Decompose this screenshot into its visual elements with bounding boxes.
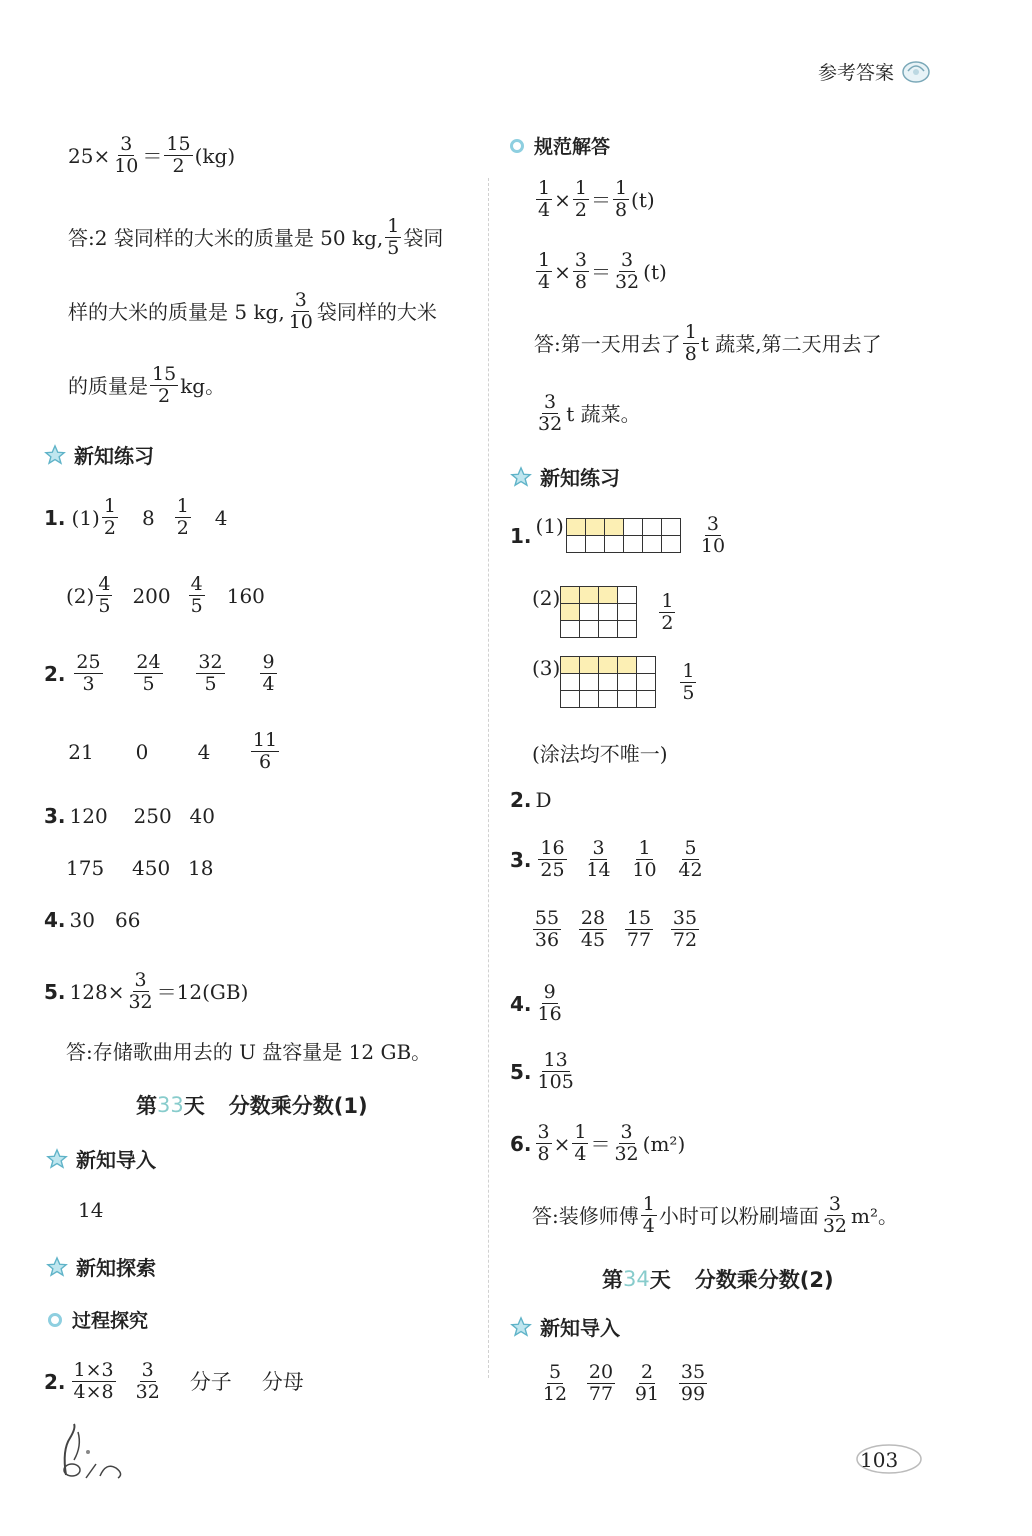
fraction: $\frac{1}{4}$: [538, 249, 551, 293]
fraction: $\frac{15}{2}$: [166, 133, 191, 177]
day-prefix: 第: [136, 1094, 157, 1118]
left-ans1-line3: [68, 364, 225, 407]
value: 40: [189, 804, 215, 828]
page-number-box: [860, 1448, 898, 1472]
right-q6: [510, 1122, 685, 1165]
right-ans-line1: [534, 322, 882, 365]
fraction: $\frac{35}{99}$: [680, 1361, 706, 1405]
value: 21: [68, 739, 94, 764]
eq-text: ×: [554, 259, 571, 284]
fraction: $\frac{2}{91}$: [634, 1361, 660, 1405]
fraction: $\frac{1}{4}$: [538, 177, 551, 221]
eq-text: 25×: [68, 143, 111, 168]
fraction: $\frac{1}{4}$: [574, 1121, 587, 1165]
right-q1-note: (涂法均不唯一): [532, 742, 668, 766]
right-q1-1: [510, 514, 729, 557]
eq-text: ＝12(GB): [156, 979, 249, 1004]
left-q1-row1: [44, 496, 228, 539]
star-icon: [510, 466, 532, 488]
day-prefix: 第: [602, 1268, 623, 1292]
answer-text: kg。: [180, 373, 226, 398]
value: 250: [133, 804, 172, 828]
eq-text: ×: [553, 1131, 571, 1156]
sub-label: (3): [532, 656, 561, 680]
fraction: $\frac{25}{3}$: [76, 651, 101, 695]
question-number: 2.: [44, 1369, 66, 1394]
value: 175: [66, 856, 105, 880]
value: 160: [226, 583, 265, 608]
section-gfjd: [510, 132, 610, 159]
value: 30: [69, 908, 95, 932]
page-number: 103: [860, 1448, 899, 1472]
value: 4: [214, 505, 228, 530]
fraction: $\frac{3}{8}$: [537, 1121, 550, 1165]
circle-icon: [510, 139, 524, 153]
answer-text: 答:2 袋同样的大米的质量是 50 kg,: [68, 225, 384, 250]
answer-text: 小时可以粉刷墙面: [658, 1203, 819, 1228]
column-divider: [488, 178, 489, 1378]
section-title: 规范解答: [534, 136, 611, 158]
right-e1: [534, 178, 655, 221]
fraction: $\frac{1}{2}$: [574, 177, 587, 221]
value: 66: [114, 908, 141, 932]
left-q3-row1: [44, 804, 215, 828]
fraction: $\frac{1}{2}$: [661, 589, 674, 634]
fraction: $\frac{1}{4}$: [642, 1193, 655, 1237]
right-q4: [510, 982, 566, 1025]
star-icon: [510, 1316, 532, 1338]
logo-icon: [900, 59, 932, 85]
fraction: $\frac{3}{32}$: [614, 249, 640, 293]
fraction: $\frac{1\times 3}{4\times 8}$: [73, 1359, 114, 1403]
day33-title: [136, 1090, 368, 1120]
eq-text: (t): [643, 259, 667, 284]
fraction: $\frac{4}{5}$: [98, 573, 111, 617]
eq-text: ×: [554, 187, 571, 212]
day-topic: 分数乘分数(2): [694, 1268, 834, 1292]
value: 450: [132, 856, 171, 880]
day-number: 34: [623, 1267, 650, 1291]
eq-text: ＝: [590, 1131, 611, 1156]
left-q2-row1: [44, 652, 286, 695]
question-number: 2.: [510, 788, 532, 812]
answer-text: 答:第一天用去了: [534, 331, 681, 356]
question-number: 1.: [510, 523, 532, 548]
right-q3-row1: [510, 838, 708, 881]
value: 200: [132, 583, 171, 608]
right-ans-line2: [534, 392, 641, 435]
right-xzdr-values: [538, 1362, 710, 1405]
fraction: $\frac{3}{10}$: [700, 513, 726, 557]
answer-text: 样的大米的质量是 5 kg,: [68, 299, 285, 324]
fraction: $\frac{3}{32}$: [135, 1359, 160, 1403]
fraction: $\frac{13}{105}$: [537, 1049, 574, 1093]
eq-text: (m²): [642, 1131, 686, 1156]
header: [818, 58, 932, 85]
left-q5: [44, 970, 248, 1013]
fraction: $\frac{11}{6}$: [252, 729, 278, 773]
header-title: 参考答案: [818, 62, 895, 84]
section-title: 过程探究: [72, 1310, 149, 1332]
section-xzts: [46, 1252, 156, 1281]
question-number: 3.: [510, 847, 532, 872]
fraction: $\frac{5}{42}$: [678, 837, 703, 881]
question-number: 2.: [44, 661, 66, 686]
circle-icon: [48, 1313, 62, 1327]
xzdr-value: 14: [78, 1198, 104, 1222]
day-topic: 分数乘分数(1): [228, 1094, 368, 1118]
eq-text: (t): [631, 187, 655, 212]
right-q3-row2: [530, 908, 702, 951]
fraction: $\frac{3}{10}$: [114, 133, 139, 177]
right-q6-answer: [532, 1194, 898, 1237]
fraction: $\frac{3}{8}$: [574, 249, 587, 293]
question-number: 6.: [510, 1131, 532, 1156]
right-q5: [510, 1050, 578, 1093]
grid-20: [560, 656, 656, 708]
sub-label: (1): [71, 505, 100, 530]
value: 分子: [189, 1369, 232, 1394]
fraction: $\frac{15}{2}$: [152, 363, 177, 407]
day-number: 33: [157, 1093, 184, 1117]
star-icon: [46, 1256, 68, 1278]
question-number: 5.: [510, 1059, 532, 1084]
answer-text: t 蔬菜,第二天用去了: [700, 331, 882, 356]
fraction: $\frac{20}{77}$: [588, 1361, 614, 1405]
left-ans1-line2: [68, 290, 437, 333]
value: D: [535, 788, 552, 812]
star-icon: [44, 444, 66, 466]
answer-text: m²。: [851, 1203, 899, 1228]
section-title: 新知导入: [540, 1316, 620, 1340]
fraction: $\frac{35}{72}$: [672, 907, 698, 951]
right-q1-3: [532, 656, 698, 708]
question-number: 1.: [44, 505, 66, 530]
section-title: 新知导入: [76, 1148, 156, 1172]
fraction: $\frac{1}{2}$: [103, 495, 116, 539]
left-eq1: [68, 134, 235, 177]
eq-text: (kg): [194, 143, 236, 168]
question-number: 5.: [44, 979, 66, 1004]
fraction: $\frac{24}{5}$: [136, 651, 161, 695]
fraction: $\frac{4}{5}$: [190, 573, 203, 617]
right-e2: [534, 250, 667, 293]
fraction: $\frac{9}{16}$: [537, 981, 562, 1025]
fraction: $\frac{55}{36}$: [534, 907, 560, 951]
question-number: 4.: [44, 908, 66, 932]
section-title: 新知练习: [540, 466, 620, 490]
sub-label: (2): [532, 586, 561, 610]
left-q5-answer: 答:存储歌曲用去的 U 盘容量是 12 GB。: [66, 1040, 432, 1064]
day34-title: [602, 1264, 834, 1294]
value: 0: [135, 739, 149, 764]
fraction: $\frac{28}{45}$: [580, 907, 606, 951]
fraction: $\frac{32}{5}$: [198, 651, 223, 695]
section-xzdr-left: [46, 1144, 156, 1173]
fraction: $\frac{1}{2}$: [176, 495, 189, 539]
left-q2-row2: [66, 730, 282, 773]
fraction: $\frac{3}{10}$: [288, 289, 313, 333]
fraction: $\frac{3}{32}$: [614, 1121, 639, 1165]
eq-text: ＝: [590, 259, 611, 284]
value: 4: [197, 739, 211, 764]
fraction: $\frac{1}{10}$: [632, 837, 657, 881]
eq-text: 128×: [69, 979, 125, 1004]
value: 分母: [261, 1369, 304, 1394]
answer-text: 袋同样的大米: [316, 299, 437, 324]
value: 18: [188, 856, 214, 880]
eq-text: ＝: [142, 143, 163, 168]
fraction: $\frac{3}{32}$: [128, 969, 153, 1013]
question-number: 4.: [510, 991, 532, 1016]
mascot-icon: [56, 1420, 132, 1482]
value: 120: [69, 804, 108, 828]
grid-8: [560, 586, 637, 638]
grid-10: [566, 518, 681, 553]
answer-text: 的质量是: [68, 373, 148, 398]
left-q4: [44, 908, 140, 932]
sub-label: (2): [66, 583, 95, 608]
fraction: $\frac{3}{32}$: [538, 391, 563, 435]
fraction: $\frac{1}{5}$: [387, 215, 400, 259]
fraction: $\frac{16}{25}$: [540, 837, 565, 881]
fraction: $\frac{3}{14}$: [586, 837, 611, 881]
fraction: $\frac{1}{8}$: [614, 177, 628, 221]
left-q3-row2: [66, 856, 213, 880]
left-q1-row2: [66, 574, 265, 617]
fraction: $\frac{1}{8}$: [684, 321, 697, 365]
eq-text: ＝: [590, 187, 611, 212]
fraction: $\frac{9}{4}$: [262, 651, 275, 695]
fraction: $\frac{3}{32}$: [822, 1193, 848, 1237]
right-q1-2: [532, 586, 677, 638]
section-xzlx-left: [44, 440, 154, 469]
fraction: $\frac{5}{12}$: [542, 1361, 568, 1405]
left-q2b: [44, 1360, 304, 1403]
section-title: 新知探索: [76, 1256, 156, 1280]
section-xzdr-right: [510, 1312, 620, 1341]
star-icon: [46, 1148, 68, 1170]
fraction: $\frac{1}{5}$: [682, 659, 695, 704]
fraction: $\frac{15}{77}$: [626, 907, 652, 951]
section-xzlx-right: [510, 462, 620, 491]
answer-text: 袋同: [403, 225, 444, 250]
section-gcts: [48, 1306, 148, 1333]
day-suffix: 天: [649, 1268, 671, 1292]
section-title: 新知练习: [74, 444, 154, 468]
sub-label: (1): [535, 514, 564, 538]
question-number: 3.: [44, 804, 66, 828]
day-suffix: 天: [183, 1094, 205, 1118]
left-ans1-line1: [68, 216, 443, 259]
answer-text: 答:装修师傅: [532, 1203, 639, 1228]
right-q2: [510, 788, 552, 812]
value: 8: [141, 505, 155, 530]
answer-text: t 蔬菜。: [566, 401, 641, 426]
